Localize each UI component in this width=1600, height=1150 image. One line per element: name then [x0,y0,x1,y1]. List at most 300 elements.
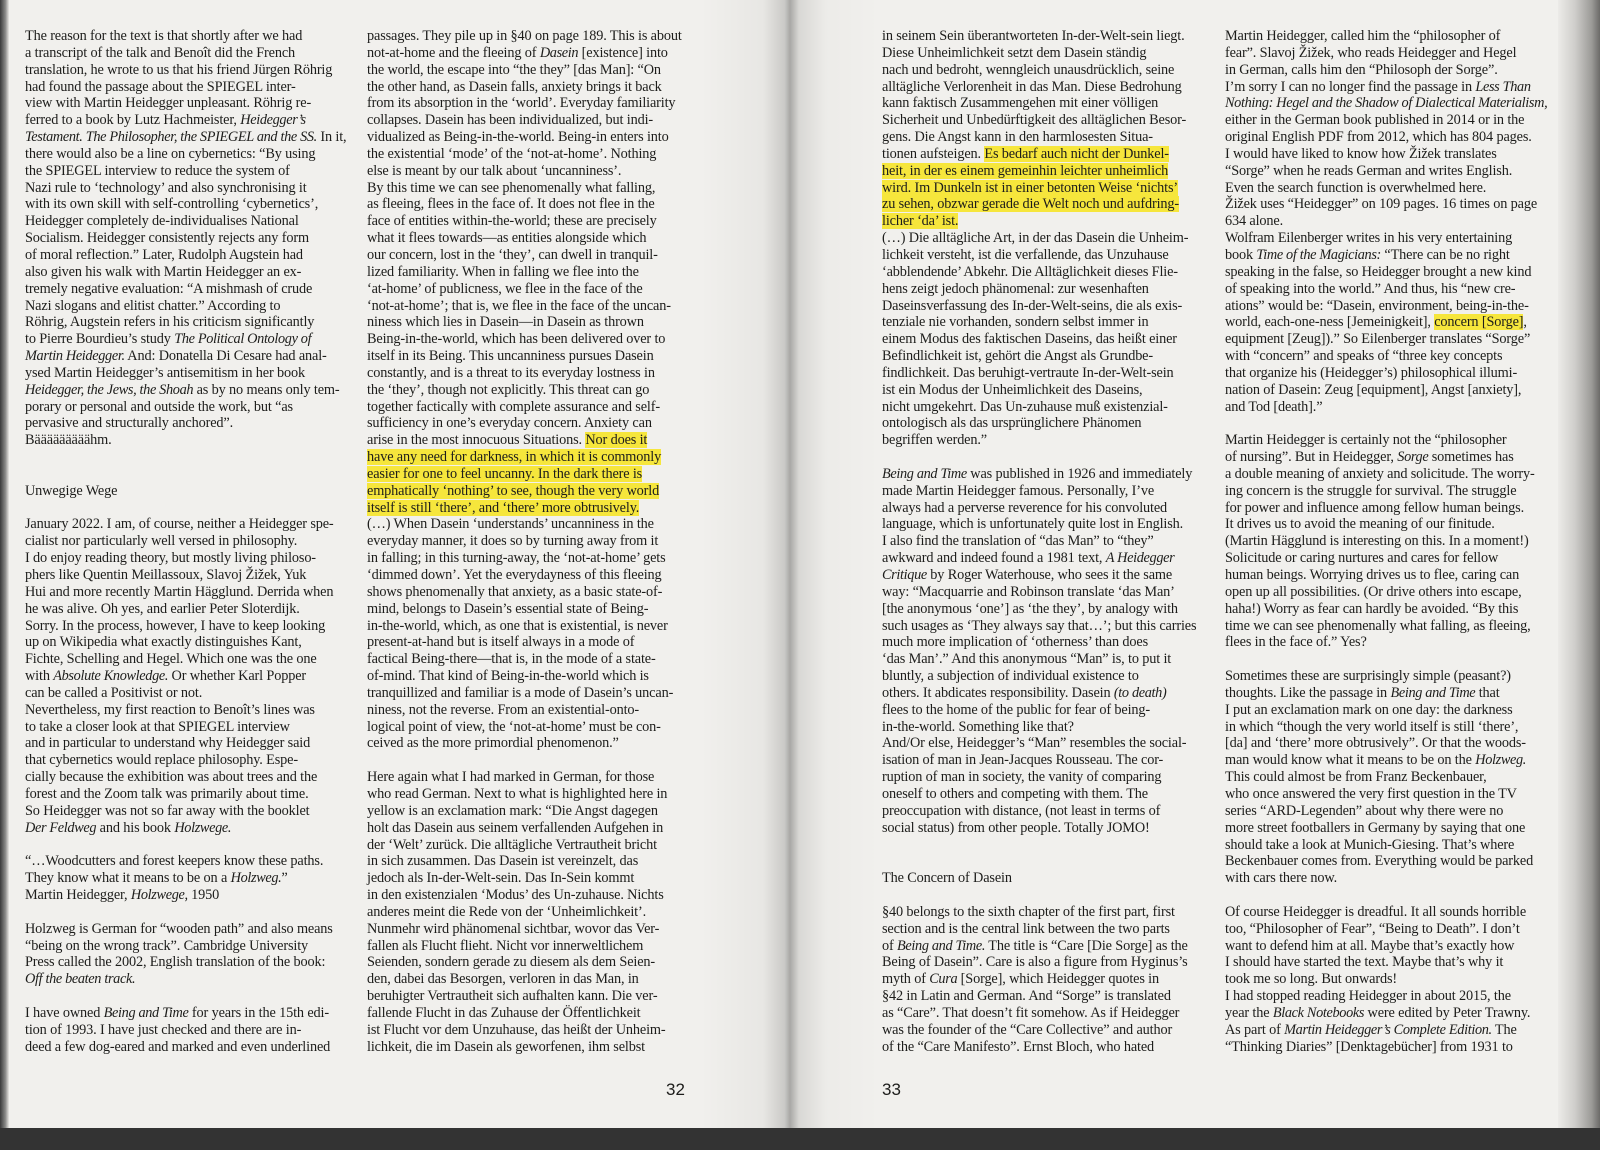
text-line [367,365,697,382]
text-line [1225,500,1555,517]
text-line [25,112,355,129]
text-segment: too, “Philosopher of Fear”, “Being to Death”. I don’t [1225,920,1520,937]
text-line [882,500,1212,517]
text-line [1225,95,1555,112]
text-line [367,298,697,315]
text-line [882,230,1212,247]
text-segment: as fleeing, flees in the face of. It does not flee in the [367,196,655,213]
text-segment: tionen aufsteigen. [882,145,985,162]
text-line [367,904,697,921]
blank-line [25,988,355,1005]
text-segment: by Roger Waterhouse, who sees it the same [926,567,1173,583]
text-line [1225,735,1555,752]
column-1 [25,28,355,1055]
text-segment: ‘dimmed down’. Yet the everydayness of this fleeing [367,567,662,583]
text-line [367,382,697,399]
italic-text: Sorge [1397,449,1429,466]
text-line [367,719,697,736]
text-line [882,550,1212,567]
text-line [25,45,355,62]
text-line [367,820,697,837]
text-segment: Wolfram Eilenberger writes in his very entertaining [1225,230,1513,247]
text-line [1225,1005,1555,1022]
text-segment: Nazi rule to ‘technology’ and also synchronising it [25,179,307,196]
text-segment: beruhigter Vertrautheit sich aufhalten kann. Die ver- [367,988,658,1005]
text-line [1225,247,1555,264]
blank-line [25,466,355,483]
text-line [25,415,355,432]
text-segment: Daseinsverfassung des In-der-Welt-seins, die als exis- [882,297,1183,314]
highlighted-text: licher ‘da’ ist. [882,213,959,230]
text-segment: I would have liked to know how Žižek translates [1225,145,1497,162]
text-segment: in sich zusammen. Das Dasein ist vereinzelt, das [367,853,639,870]
text-segment: as by no means only tem- [193,381,340,398]
text-segment: constantly, and is a threat to its everyday lostness in [367,364,655,381]
text-segment: from its absorption in the ‘world’. Everyday familiarity [367,95,676,112]
text-segment: preoccupation with distance, (not least in terms of [882,802,1161,819]
blank-line [25,904,355,921]
text-segment: alltägliche Verlorenheit in das Man. Diese Bedrohung [882,78,1182,95]
text-line [1225,584,1555,601]
text-line [1225,399,1555,416]
text-line [367,163,697,180]
text-line [367,45,697,62]
text-line [25,887,355,904]
text-segment: I have owned [25,1004,104,1021]
text-line [367,837,697,854]
text-segment: face of entities within-the-world; these are precisely [367,213,657,230]
blank-line [367,752,697,769]
text-segment: was published in 1926 and immediately [966,465,1193,482]
text-line [882,213,1212,230]
text-segment: “Sorge” when he reads German and writes English. [1225,162,1513,179]
text-line [367,803,697,820]
text-segment: the world, the escape into “the they” [das Man]: “On [367,61,661,78]
text-segment: he was alive. Oh yes, and earlier Peter Sloterdijk. [25,600,300,617]
text-segment: present-at-hand but is itself always in a mode of [367,634,635,651]
text-segment: Nevertheless, my first reaction to Benoît’s lines was [25,701,315,718]
text-segment: in falling; in this turning-away, the ‘not-at-home’ gets [367,550,666,567]
text-segment: lized familiarity. When in falling we flee into the [367,263,639,280]
text-segment: Befindlichkeit ist, gehört die Angst als Grundbe- [882,348,1153,365]
text-line [1225,213,1555,230]
text-segment: ist ein Modus der Unheimlichkeit des Daseins, [882,381,1143,398]
text-line [1225,837,1555,854]
text-segment: It drives us to avoid the meaning of our finitude. [1225,516,1495,533]
text-line [882,180,1212,197]
text-line [367,28,697,45]
text-segment: world, each-one-ness [Jemeinigkeit], [1225,314,1435,331]
text-line [367,618,697,635]
text-line [882,314,1212,331]
text-segment: einem Modus des faktischen Daseins, das heißt einer [882,331,1177,348]
text-segment: the ‘they’, though not explicitly. This threat can go [367,381,650,398]
text-segment: in which “though the very world itself is still ‘there’, [1225,718,1519,735]
text-segment: fear”. Slavoj Žižek, who reads Heidegger and Hegel [1225,44,1517,61]
text-segment: open up all possibilities. (Or drive others into escape, [1225,583,1522,600]
text-line [1225,601,1555,618]
text-segment: Beckenbauer comes from. Everything would be parked [1225,853,1534,870]
text-segment: fallen als Flucht flieht. Nicht vor innerweltlichem [367,937,644,954]
text-segment: ferred to a book by Lutz Hachmeister, [25,112,241,129]
text-line [882,870,1212,887]
italic-text: Being and Time [882,465,967,482]
text-line [1225,314,1555,331]
text-line [882,533,1212,550]
text-line [1225,618,1555,635]
text-segment: there would also be a line on cybernetics: “By using [25,145,316,162]
text-line [367,853,697,870]
highlighted-text: zu sehen, obzwar gerade die Welt noch und aufdring- [882,196,1180,213]
text-line [882,129,1212,146]
text-segment: ‘at-home’ of publicness, we flee in the face of the [367,280,643,297]
text-segment: ruption of man in society, the vanity of comparing [882,769,1162,786]
text-line [367,449,697,466]
text-line [1225,988,1555,1005]
text-line [25,365,355,382]
text-segment: the other hand, as Dasein falls, anxiety brings it back [367,78,662,95]
text-line [882,1022,1212,1039]
text-line [882,601,1212,618]
text-line [25,163,355,180]
text-segment: Being-in-the-world, which has been delivered over to [367,331,666,348]
text-line [25,146,355,163]
text-line [1225,769,1555,786]
text-segment: the existential ‘mode’ of the ‘not-at-home’. Nothing [367,145,657,162]
text-line [882,988,1212,1005]
text-segment: translation, he wrote to us that his friend Jürgen Röhrig [25,61,333,78]
text-segment: Nazi slogans and elitist chatter.” According to [25,297,281,314]
text-line [367,62,697,79]
text-line [882,904,1212,921]
text-line [25,820,355,837]
text-line [1225,79,1555,96]
text-line [1225,954,1555,971]
text-line [25,668,355,685]
text-line [1225,786,1555,803]
text-segment: sufficiency in one’s everyday concern. Anxiety can [367,415,652,432]
text-segment: much more implication of ‘otherness’ than does [882,634,1148,651]
text-segment: up on Wikipedia what exactly distinguishes Kant, [25,634,302,651]
text-segment: ‘abblendende’ Abkehr. Die Alltäglichkeit dieses Flie- [882,263,1178,280]
italic-text: A Heidegger [1105,550,1175,567]
text-segment: took me so long. But onwards! [1225,971,1397,988]
text-segment: who once answered the very first question in the TV [1225,785,1517,802]
italic-text: Holzwege. [174,819,232,836]
blank-line [882,853,1212,870]
text-segment: either in the German book published in 2014 or in the [1225,112,1525,129]
text-segment: others. It abdicates responsibility. Dasein [882,684,1114,701]
text-line [25,230,355,247]
text-line [25,1039,355,1056]
text-line [25,483,355,500]
text-line [1225,230,1555,247]
scan-bottom-edge [0,1128,1600,1150]
highlighted-text: emphatically ‘nothing’ to see, though the very world [367,482,660,499]
text-line [367,79,697,96]
text-line [25,634,355,651]
italic-text: Testament. The Philosopher, the SPIEGEL and the SS. [25,129,317,146]
text-line [1225,921,1555,938]
text-segment: the SPIEGEL interview to reduce the system of [25,162,290,179]
text-segment: Seienden, sondern gerade zu diesem als dem Seien- [367,954,656,971]
text-segment: of moral reflection.” Later, Rudolph Augstein had [25,246,303,263]
text-segment: Sometimes these are surprisingly simple (peasant?) [1225,668,1511,685]
text-segment: nach und bedroht, wenngleich unausdrücklich, seine [882,61,1175,78]
text-segment: Fichte, Schelling and Hegel. Which one was the one [25,651,317,668]
text-line [882,95,1212,112]
text-line [367,112,697,129]
text-segment: with [25,668,54,685]
text-segment: isation of man in Jean-Jacques Rousseau. The cor- [882,752,1164,769]
text-segment: with cars there now. [1225,870,1337,887]
text-segment: of-mind. That kind of Being-in-the-world which is [367,668,649,685]
text-segment: what it flees towards—as entities alongside which [367,230,647,247]
text-line [367,601,697,618]
text-segment: (…) When Dasein ‘understands’ uncanniness in the [367,516,654,533]
text-segment: section and is the central link between the two parts [882,920,1170,937]
text-segment: also given his walk with Martin Heidegger an ex- [25,263,302,280]
text-segment: The title is “Care [Die Sorge] as the [985,937,1188,954]
text-line [882,651,1212,668]
text-line [882,146,1212,163]
text-line [25,550,355,567]
text-line [25,180,355,197]
text-segment: findlichkeit. Das beruhigt-vertraute In-der-Welt-sein [882,364,1174,381]
highlighted-text: Es bedarf auch nicht der Dunkel- [984,145,1169,162]
text-segment: “There can be no right [1380,246,1510,263]
text-line [25,298,355,315]
text-segment: ations” would be: “Dasein, environment, being-in-the- [1225,297,1529,314]
text-line [1225,196,1555,213]
text-segment: §40 belongs to the sixth chapter of the first part, first [882,903,1175,920]
text-line [1225,449,1555,466]
text-segment: yellow is an exclamation mark: “Die Angst dagegen [367,802,658,819]
text-segment: original English PDF from 2012, which has 804 pages. [1225,129,1532,146]
text-segment: with “concern” and speaks of “three key concepts [1225,348,1503,365]
text-segment: a double meaning of anxiety and solicitude. The worry- [1225,465,1535,482]
italic-text: Less Than [1475,78,1531,95]
text-segment: who read German. Next to what is highlighted here in [367,785,668,802]
text-line [882,719,1212,736]
text-line [1225,567,1555,584]
text-segment: (…) Die alltägliche Art, in der das Dasein die Unheim- [882,230,1189,247]
text-segment: for power and influence among fellow human beings. [1225,499,1524,516]
text-segment: 634 alone. [1225,213,1284,230]
text-segment: Or whether Karl Popper [168,668,307,685]
text-line [882,79,1212,96]
text-segment: ist Flucht vor dem Unzuhause, das heißt der Unheim- [367,1021,666,1038]
text-line [1225,668,1555,685]
text-line [367,567,697,584]
text-segment: logical point of view, the ‘not-at-home’ must be con- [367,718,661,735]
text-line [25,702,355,719]
text-line [1225,971,1555,988]
text-line [1225,365,1555,382]
text-segment: factical Being-there—that is, in the mode of a state- [367,651,656,668]
page-edge-right [1558,0,1600,1130]
text-segment: such usages as ‘They always say that…’; but this carries [882,617,1197,634]
text-segment: Martin Heidegger is certainly not the “philosopher [1225,432,1507,449]
text-segment: I also find the translation of “das Man” to “they” [882,533,1154,550]
italic-text: Heidegger, the Jews, the Shoah [25,381,194,398]
text-line [25,651,355,668]
text-segment: language, which is unfortunately quite lost in English. [882,516,1184,533]
text-segment: way: “Macquarrie and Robinson translate ‘das Man’ [882,583,1175,600]
text-segment: should take a look at Munich-Giesing. That’s where [1225,836,1515,853]
text-segment: holt das Dasein aus seinem verfallenden Aufgehen in [367,819,664,836]
text-line [367,533,697,550]
text-segment: phers like Quentin Meillassoux, Slavoj Žižek, Yuk [25,567,307,583]
text-segment: shows phenomenally that anxiety, as a basic state-of- [367,583,663,600]
text-line [882,786,1212,803]
text-line [882,752,1212,769]
text-segment: hens zeigt jedoch phänomenal: zur wesenhaften [882,280,1149,297]
text-segment: [Sorge], which Heidegger quotes in [957,971,1159,988]
text-line [1225,853,1555,870]
text-line [25,938,355,955]
text-segment: always had a perverse reverence for his convoluted [882,499,1168,516]
text-segment: nicht umgekehrt. Das Un-zuhause muß existenzial- [882,398,1168,415]
text-line [882,938,1212,955]
text-segment: flees to the home of the public for fear of being- [882,701,1151,718]
text-segment: der ‘Welt’ zurück. Die alltägliche Vertrautheit bricht [367,836,657,853]
text-segment: else is meant by our talk about ‘uncanniness’. [367,162,622,179]
text-line [25,196,355,213]
column-2 [367,28,697,1055]
text-segment: Being of Dasein”. Care is also a figure from Hyginus’s [882,954,1188,971]
text-segment: I’m sorry I can no longer find the passage in [1225,78,1476,95]
italic-text: The Political Ontology of [174,331,312,348]
text-line [25,1005,355,1022]
text-segment: nation of Dasein: Zeug [equipment], Angst [anxiety], [1225,381,1522,398]
text-segment: Röhrig, Augstein refers in his criticism significantly [25,314,315,331]
text-line [1225,634,1555,651]
text-segment: in German, calls him den “Philosoph der Sorge”. [1225,61,1498,78]
text-line [367,786,697,803]
text-segment: and Tod [death].” [1225,398,1323,415]
text-segment: book [1225,246,1257,263]
text-segment: made Martin Heidegger famous. Personally, I’ve [882,482,1155,499]
text-line [882,399,1212,416]
text-line [367,180,697,197]
blank-line [882,887,1212,904]
text-line [1225,483,1555,500]
text-segment: forest and the Zoom talk was primarily about time. [25,785,309,802]
highlighted-text: itself is still ‘there’, and ‘there’ more obtrusively. [367,499,640,516]
text-segment: “…Woodcutters and forest keepers know these paths. [25,853,324,870]
text-segment: The [1491,1021,1517,1038]
text-segment: Diese Unheimlichkeit setzt dem Dasein ständig [882,44,1147,61]
text-segment: a transcript of the talk and Benoît did the French [25,44,296,61]
text-segment: kann faktisch Zusammengehen mit einer völligen [882,95,1159,112]
text-segment: I had stopped reading Heidegger in about 2015, the [1225,988,1511,1005]
text-line [1225,938,1555,955]
text-line [367,314,697,331]
text-line [25,685,355,702]
text-line [367,432,697,449]
text-segment: had found the passage about the SPIEGEL inter- [25,78,296,95]
text-line [25,1022,355,1039]
text-line [882,954,1212,971]
text-segment: as “Care”. That doesn’t fit somehow. As if Heidegger [882,1004,1180,1021]
text-line [367,129,697,146]
text-segment: itself in its Being. This uncanniness pursues Dasein [367,348,654,365]
text-line [882,769,1212,786]
highlighted-text: have any need for darkness, in which it is commonly [367,449,662,466]
text-line [1225,382,1555,399]
text-segment: that cybernetics would replace philosophy. Espe- [25,752,298,769]
page-edge-left [0,0,9,1130]
text-segment: cialist nor particularly well versed in philosophy. [25,533,298,550]
text-segment: that [1475,684,1500,701]
blank-line [882,449,1212,466]
text-line [25,803,355,820]
text-line [367,415,697,432]
text-segment: and his book [96,819,175,836]
text-segment: ‘not-at-home’; that is, we flee in the face of the uncan- [367,297,671,314]
text-line [367,196,697,213]
text-segment: of the “Care Manifesto”. Ernst Bloch, who hated [882,1038,1155,1055]
text-segment: thoughts. Like the passage in [1225,684,1391,701]
text-line [1225,112,1555,129]
text-line [882,62,1212,79]
text-line [882,348,1212,365]
text-segment: awkward and indeed found a 1981 text, [882,550,1106,567]
text-segment: want to defend him at all. Maybe that’s exactly how [1225,937,1515,954]
book-gutter [700,0,880,1130]
text-line [25,28,355,45]
text-line [367,988,697,1005]
text-line [367,213,697,230]
text-segment: that organize his (Heidegger’s) philosophical illumi- [1225,364,1518,381]
text-segment: Unwegige Wege [25,482,118,499]
text-line [882,820,1212,837]
text-segment: ‘das Man’.” And this anonymous “Man” is, to put it [882,651,1172,668]
text-line [367,483,697,500]
text-segment: human beings. Worrying drives us to flee, caring can [1225,567,1520,583]
text-line [367,1022,697,1039]
text-line [882,803,1212,820]
text-segment: They know what it means to be on a [25,870,231,887]
text-line [1225,702,1555,719]
text-segment: equipment [Zeug]).” So Eilenberger translates “Sorge” [1225,331,1531,348]
text-line [882,45,1212,62]
text-line [25,516,355,533]
text-line [882,163,1212,180]
text-line [367,870,697,887]
text-line [882,702,1212,719]
text-segment: [existence] into [578,44,668,61]
text-line [1225,163,1555,180]
text-line [882,298,1212,315]
text-segment: were edited by Peter Trawny. [1364,1004,1531,1021]
blank-line [882,837,1212,854]
text-line [882,567,1212,584]
text-segment: of [882,937,898,954]
text-segment: year the [1225,1004,1273,1021]
text-line [1225,180,1555,197]
text-segment: Socialism. Heidegger consistently rejects any form [25,230,309,247]
text-line [367,887,697,904]
text-line [25,853,355,870]
text-segment: niness, not the reverse. From an existential-onto- [367,701,640,718]
text-segment: ceived as the more primordial phenomenon.” [367,735,619,752]
italic-text: Holzweg. [1475,752,1527,769]
text-segment: tenziale nie vorhanden, sondern selbst immer in [882,314,1149,331]
text-line [882,196,1212,213]
text-segment: of speaking into the world.” And thus, his “new cre- [1225,280,1516,297]
